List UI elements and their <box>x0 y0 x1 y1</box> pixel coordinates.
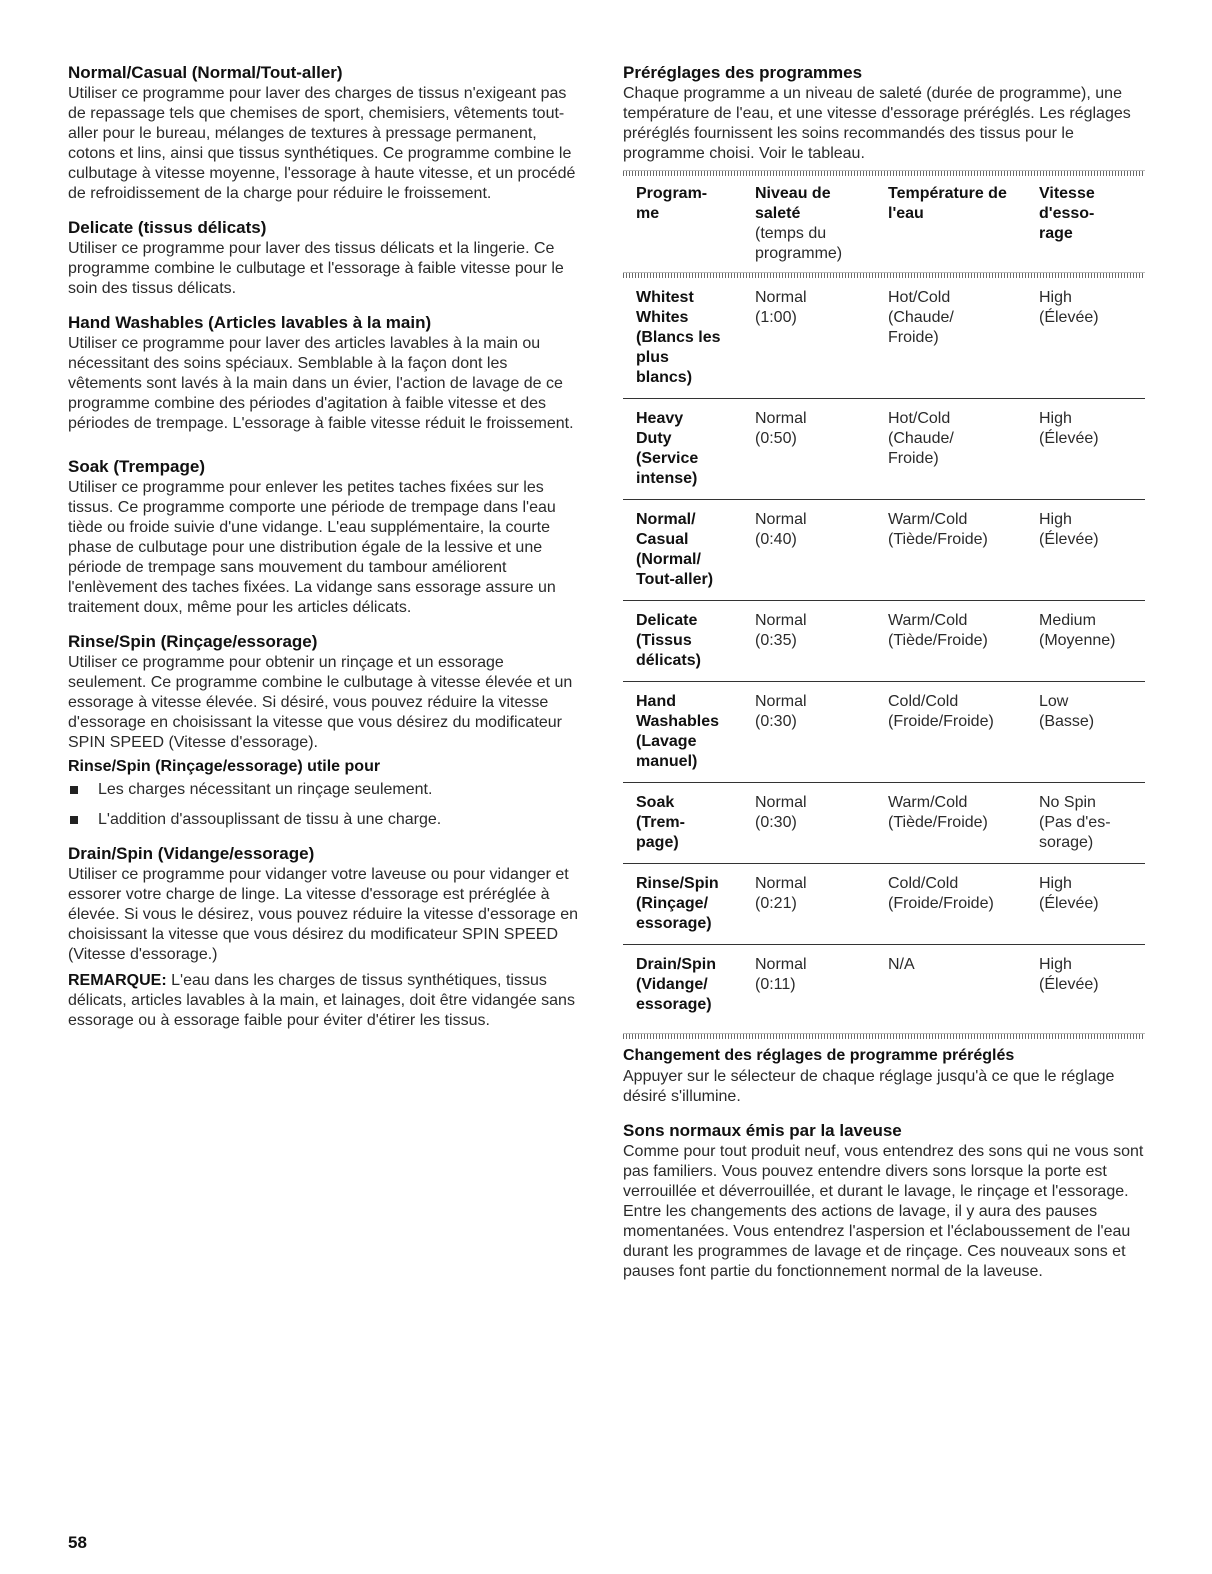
bullet-item <box>68 810 584 830</box>
cell-water-temp: Warm/Cold (Tiède/Froide) <box>888 511 988 548</box>
cell-water-temp: Hot/Cold (Chaude/ Froide) <box>888 289 954 346</box>
text-drain-spin: Utiliser ce programme pour vidanger votre laveuse ou pour vidanger et essorer votre charge de linge. La vitesse d'essorage est préréglée à élevée. Si vous le désirez, vous pouvez réduire la vitesse d'essorage en choisissant la vitesse que vous désirez du modificateur SPIN SPEED (Vitesse d'essorage.) <box>68 866 579 963</box>
cell-soil-level: Normal (1:00) <box>755 289 807 326</box>
cell-soil-level: Normal (0:50) <box>755 410 807 447</box>
cell-spin-speed: High (Élevée) <box>1039 511 1099 548</box>
cell-program: Normal/ Casual (Normal/ Tout-aller) <box>636 511 714 588</box>
cell-program: Soak (Trem- page) <box>636 794 685 851</box>
section-drain-spin <box>68 843 584 965</box>
table-body <box>623 278 1145 1025</box>
text-hand-washables: Utiliser ce programme pour laver des articles lavables à la main ou nécessitant des soins spéciaux. Semblable à la façon dont les vêtements sont lavés à la main dans un évier, l'action de lavage de ce programme combine des périodes d'agitation à faible vitesse et des périodes de trempage. L'essorage à faible vitesse réduit le froissement. <box>68 335 574 432</box>
rinse-spin-bullet-list <box>68 780 584 830</box>
preset-table-wrapper <box>623 170 1145 1039</box>
cell-water-temp: Cold/Cold (Froide/Froide) <box>888 875 994 912</box>
note-text: L'eau dans les charges de tissus synthétiques, tissus délicats, articles lavables à la main, et lainages, doit être vidangée sans essorage ou à essorage faible pour éviter d'étirer les tissus. <box>68 972 575 1029</box>
heading-rinse-spin: Rinse/Spin (Rinçage/essorage) <box>68 632 318 651</box>
cell-program: Rinse/Spin (Rinçage/ essorage) <box>636 875 719 932</box>
cell-soil-level: Normal (0:30) <box>755 794 807 831</box>
section-presets <box>623 62 1145 164</box>
cell-soil-level: Normal (0:30) <box>755 693 807 730</box>
cell-spin-speed: High (Élevée) <box>1039 410 1099 447</box>
table-row <box>623 682 1145 783</box>
bullet-item <box>68 780 584 800</box>
cell-spin-speed: Medium (Moyenne) <box>1039 612 1116 649</box>
text-normal-sounds: Comme pour tout produit neuf, vous entendrez des sons qui ne vous sont pas familiers. Vous pouvez entendre divers sons lorsque la porte est verrouillée et déverrouillée, et durant le lavage, le rinçage et l'essorage. Entre les changements des actions de lavage, il y aura des pauses momentanées. Vous entendrez l'aspersion et l'éclaboussement de l'eau durant les programmes de lavage et de rinçage. Ces nouveaux sons et pauses font partie du fonctionnement normal de la laveuse. <box>623 1143 1144 1280</box>
bullet-text: Les charges nécessitant un rinçage seulement. <box>98 781 433 798</box>
heading-delicate: Delicate (tissus délicats) <box>68 218 267 237</box>
bullet-square-icon <box>70 786 78 794</box>
cell-spin-speed: High (Élevée) <box>1039 875 1099 912</box>
table-row <box>623 500 1145 601</box>
cell-spin-speed: No Spin (Pas d'es- sorage) <box>1039 794 1111 851</box>
cell-soil-level: Normal (0:11) <box>755 956 807 993</box>
cell-program: Hand Washables (Lavage manuel) <box>636 693 719 770</box>
bullet-text: L'addition d'assouplissant de tissu à une charge. <box>98 811 442 828</box>
section-normal-casual <box>68 62 584 204</box>
table-row <box>623 601 1145 682</box>
right-column <box>623 62 1145 1295</box>
section-hand-washables <box>68 312 584 434</box>
cell-program: Whitest Whites (Blancs les plus blancs) <box>636 289 721 386</box>
heading-normal-sounds: Sons normaux émis par la laveuse <box>623 1121 902 1140</box>
cell-water-temp: N/A <box>888 956 915 973</box>
cell-spin-speed: High (Élevée) <box>1039 956 1099 993</box>
bullet-square-icon <box>70 816 78 824</box>
text-delicate: Utiliser ce programme pour laver des tissus délicats et la lingerie. Ce programme combine le culbutage et l'essorage à faible vitesse pour le soin des tissus délicats. <box>68 240 564 297</box>
note-label: REMARQUE: <box>68 972 167 989</box>
cell-soil-level: Normal (0:21) <box>755 875 807 912</box>
header-water-temp: Température de l'eau <box>888 185 1007 222</box>
table-row <box>623 278 1145 399</box>
cell-water-temp: Cold/Cold (Froide/Froide) <box>888 693 994 730</box>
cell-water-temp: Hot/Cold (Chaude/ Froide) <box>888 410 954 467</box>
header-spin-speed: Vitesse d'esso- rage <box>1039 185 1095 242</box>
section-change-presets <box>623 1045 1145 1107</box>
cell-soil-level: Normal (0:40) <box>755 511 807 548</box>
preset-table <box>623 176 1145 1025</box>
table-row <box>623 399 1145 500</box>
heading-normal-casual: Normal/Casual (Normal/Tout-aller) <box>68 63 343 82</box>
text-presets: Chaque programme a un niveau de saleté (durée de programme), une température de l'eau, et une vitesse d'essorage préréglés. Les réglages préréglés fournissent les soins recommandés des tissus pour le programme choisi. Voir le tableau. <box>623 85 1131 162</box>
cell-spin-speed: High (Élevée) <box>1039 289 1099 326</box>
cell-program: Delicate (Tissus délicats) <box>636 612 701 669</box>
heading-change-presets: Changement des réglages de programme préréglés <box>623 1047 1015 1064</box>
text-change-presets: Appuyer sur le sélecteur de chaque réglage jusqu'à ce que le réglage désiré s'illumine. <box>623 1068 1115 1105</box>
cell-program: Drain/Spin (Vidange/ essorage) <box>636 956 717 1013</box>
section-delicate <box>68 217 584 299</box>
table-bottom-rule <box>623 1033 1145 1039</box>
cell-program: Heavy Duty (Service intense) <box>636 410 699 487</box>
text-rinse-spin: Utiliser ce programme pour obtenir un rinçage et un essorage seulement. Ce programme combine le culbutage à vitesse élevée et un essorage à vitesse élevée. Si désiré, vous pouvez réduire la vitesse d'essorage en choisissant la vitesse que vous désirez du modificateur SPIN SPEED (Vitesse d'essorage). <box>68 654 573 751</box>
table-row <box>623 945 1145 1026</box>
cell-water-temp: Warm/Cold (Tiède/Froide) <box>888 794 988 831</box>
page-number: 58 <box>68 1533 87 1552</box>
table-header-row <box>623 176 1145 272</box>
heading-soak: Soak (Trempage) <box>68 457 205 476</box>
section-normal-sounds <box>623 1120 1145 1282</box>
heading-presets: Préréglages des programmes <box>623 63 863 82</box>
note-paragraph <box>68 971 584 1031</box>
left-column <box>68 62 584 1031</box>
text-soak: Utiliser ce programme pour enlever les petites taches fixées sur les tissus. Ce programme comporte une période de trempage dans l'eau tiède ou froide suivie d'une vidange. L'eau supplémentaire, la courte phase de culbutage pour une distribution égale de la lessive et une période de trempage sans mouvement du tambour améliorent l'enlèvement des taches fixées. La vidange sans essorage assure un traitement doux, même pour les articles délicats. <box>68 479 556 616</box>
section-soak <box>68 456 584 618</box>
cell-water-temp: Warm/Cold (Tiède/Froide) <box>888 612 988 649</box>
section-rinse-spin <box>68 631 584 830</box>
cell-soil-level: Normal (0:35) <box>755 612 807 649</box>
subheading-rinse-spin-useful: Rinse/Spin (Rinçage/essorage) utile pour <box>68 758 381 775</box>
table-row <box>623 783 1145 864</box>
header-program: Program- me <box>636 185 708 222</box>
heading-hand-washables: Hand Washables (Articles lavables à la main) <box>68 313 432 332</box>
cell-spin-speed: Low (Basse) <box>1039 693 1095 730</box>
table-row <box>623 864 1145 945</box>
header-soil-level: Niveau de saleté (temps du programme) <box>755 185 843 262</box>
text-normal-casual: Utiliser ce programme pour laver des charges de tissus n'exigeant pas de repassage tels que chemises de sport, chemisiers, vêtements tout-aller pour le bureau, mélanges de textures à pressage permanent, cotons et lins, ainsi que tissus synthétiques. Ce programme combine le culbutage à vitesse moyenne, l'essorage à haute vitesse, et un procédé de refroidissement de la charge pour réduire le froissement. <box>68 85 576 202</box>
heading-drain-spin: Drain/Spin (Vidange/essorage) <box>68 844 315 863</box>
